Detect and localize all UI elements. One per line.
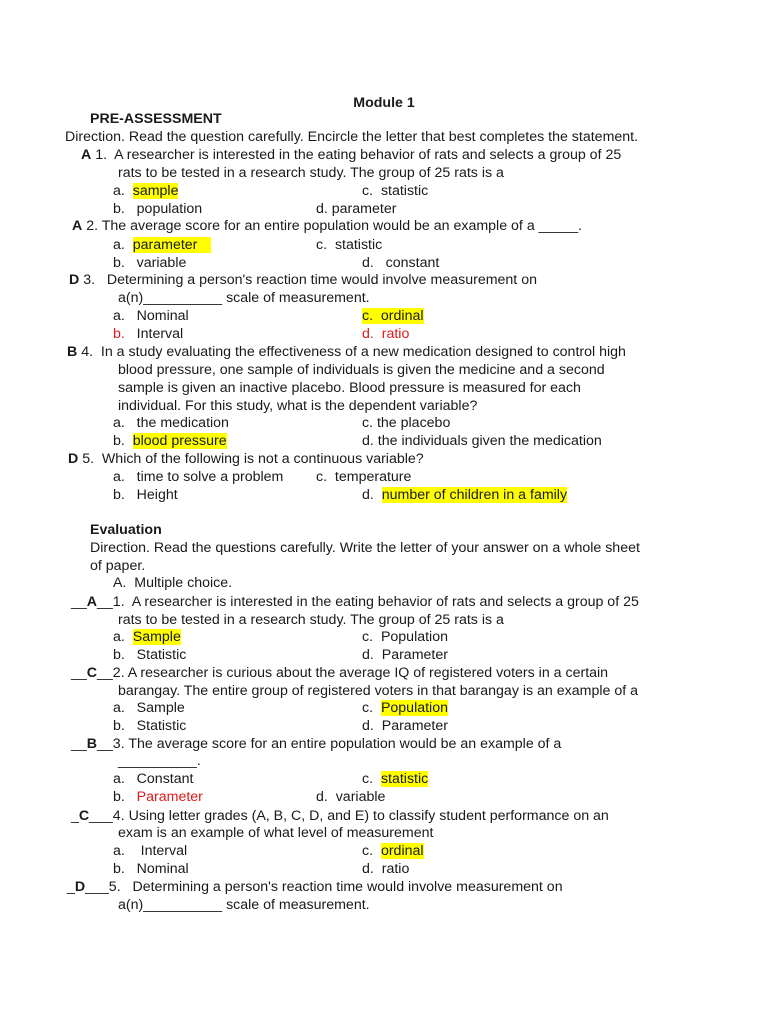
- pre-q3-option-c: [362, 307, 424, 325]
- eval-q1-option-b: b. Statistic: [113, 647, 187, 663]
- pre-q1-stem: [81, 146, 621, 164]
- answer-mark: A: [72, 218, 83, 234]
- eval-direction: Direction. Read the questions carefully. Write the letter of your answer on a whole sheet: [90, 540, 640, 556]
- pre-q5-option-c: c. temperature: [316, 469, 412, 485]
- pre-q1-option-b: b. population: [113, 201, 203, 217]
- pre-q2-stem: [72, 217, 582, 235]
- answer-mark: B: [86, 736, 98, 752]
- pre-q4-stem-cont: individual. For this study, what is the dependent variable?: [118, 398, 478, 414]
- highlighted-answer: ordinal: [380, 843, 424, 859]
- evaluation-heading: Evaluation: [90, 522, 162, 538]
- pre-q5-option-d: d. number of children in a family: [362, 487, 568, 503]
- pre-q4-stem-cont: blood pressure, one sample of individuals is given the medicine and a second: [118, 362, 605, 378]
- answer-mark: C: [78, 808, 90, 824]
- question-text: __1. A researcher is interested in the eating behavior of rats and selects a group of 25: [97, 594, 639, 610]
- eval-q2-option-d: d. Parameter: [362, 718, 448, 734]
- pre-direction: Direction. Read the question carefully. Encircle the letter that best completes the statement.: [65, 129, 639, 145]
- pre-q5-stem: [68, 450, 424, 468]
- eval-q4-stem: _C___4. Using letter grades (A, B, C, D, and E) to classify student performance on an: [71, 808, 609, 824]
- pre-q1-stem-cont: rats to be tested in a research study. The group of 25 rats is a: [118, 165, 504, 181]
- highlighted-answer: Sample: [132, 629, 181, 645]
- answer-mark: A: [81, 147, 92, 163]
- question-text: ___4. Using letter grades (A, B, C, D, and E) to classify student performance on an: [89, 808, 609, 824]
- answer-mark: D: [68, 451, 79, 467]
- eval-q4-option-a: a. Interval: [113, 843, 188, 859]
- question-text: ___5. Determining a person's reaction time would involve measurement on: [85, 879, 563, 895]
- pre-assessment-heading: PRE-ASSESSMENT: [90, 111, 222, 127]
- eval-direction-cont: of paper.: [90, 558, 146, 574]
- eval-q3-option-c: c. statistic: [362, 771, 429, 787]
- pre-q2-option-c: c. statistic: [316, 237, 383, 253]
- eval-q1-option-d: d. Parameter: [362, 647, 448, 663]
- highlighted-answer: blood pressure: [132, 433, 227, 449]
- question-text: 1. A researcher is interested in the eating behavior of rats and selects a group of 25: [91, 147, 622, 163]
- question-text: 4. In a study evaluating the effectiveness of a new medication designed to control high: [77, 344, 626, 360]
- pre-q3-option-a: a. Nominal: [113, 308, 189, 324]
- eval-q2-stem-cont: barangay. The entire group of registered voters in that barangay is an example of a: [118, 683, 638, 699]
- pre-q4-option-c: c. the placebo: [362, 415, 451, 431]
- pre-q3-option-d: d. ratio: [362, 326, 410, 342]
- answer-mark: D: [69, 272, 80, 288]
- pre-q1-option-c: c. statistic: [362, 183, 429, 199]
- eval-q3-option-a: a. Constant: [113, 771, 194, 787]
- pre-q2-option-b: b. variable: [113, 255, 187, 271]
- eval-q1-option-a: a. Sample: [113, 629, 181, 645]
- highlighted-answer: Population: [380, 700, 448, 716]
- eval-q2-option-b: b. Statistic: [113, 718, 187, 734]
- question-text: __2. A researcher is curious about the average IQ of registered voters in a certain: [97, 665, 609, 681]
- pre-q2-option-a: a. parameter: [113, 236, 211, 254]
- pre-q5-option-b: b. Height: [113, 487, 178, 503]
- question-text: 2. The average score for an entire population would be an example of a _____.: [82, 218, 583, 234]
- highlighted-answer: parameter: [133, 237, 212, 253]
- eval-q3-stem-cont: __________.: [118, 753, 201, 769]
- pre-q4-option-b: b. blood pressure: [113, 433, 227, 449]
- pre-q5-option-a: a. time to solve a problem: [113, 469, 284, 485]
- question-text: 3. Determining a person's reaction time would involve measurement on: [79, 272, 537, 288]
- question-text: __3. The average score for an entire population would be an example of a: [97, 736, 562, 752]
- eval-q4-option-c: c. ordinal: [362, 843, 424, 859]
- highlighted-answer: statistic: [380, 771, 429, 787]
- pre-q4-stem: [67, 343, 626, 361]
- eval-q5-stem-cont: a(n)__________ scale of measurement.: [118, 897, 370, 913]
- eval-q5-stem: _D___5. Determining a person's reaction time would involve measurement on: [67, 879, 563, 895]
- pre-q3-stem: [69, 271, 537, 289]
- highlighted-answer: number of children in a family: [381, 487, 568, 503]
- answer-mark: C: [86, 665, 98, 681]
- pre-q4-option-a: a. the medication: [113, 415, 229, 431]
- eval-q1-stem: __A__1. A researcher is interested in the eating behavior of rats and selects a group of 25: [71, 594, 639, 610]
- pre-q1-option-a: a. sample: [113, 183, 179, 199]
- question-text: 5. Which of the following is not a continuous variable?: [78, 451, 424, 467]
- pre-q2-option-d: d. constant: [362, 255, 440, 271]
- eval-q4-option-d: d. ratio: [362, 861, 410, 877]
- eval-q2-option-c: c. Population: [362, 700, 448, 716]
- highlighted-answer: c. ordinal: [362, 308, 424, 324]
- eval-q3-option-d: d. variable: [316, 789, 386, 805]
- eval-q2-stem: __C__2. A researcher is curious about the average IQ of registered voters in a certain: [71, 665, 609, 681]
- pre-q4-stem-cont: sample is given an inactive placebo. Blood pressure is measured for each: [118, 380, 581, 396]
- eval-q1-stem-cont: rats to be tested in a research study. The group of 25 rats is a: [118, 612, 504, 628]
- eval-q1-option-c: c. Population: [362, 629, 448, 645]
- pre-q1-option-d: d. parameter: [316, 201, 397, 217]
- pre-q3-stem-cont: a(n)__________ scale of measurement.: [118, 290, 370, 306]
- pre-q3-option-b: b. Interval: [113, 326, 184, 342]
- eval-q3-option-b: b. Parameter: [113, 789, 203, 805]
- eval-q2-option-a: a. Sample: [113, 700, 185, 716]
- answer-mark: B: [67, 344, 78, 360]
- answer-mark: D: [74, 879, 86, 895]
- pre-q4-option-d: d. the individuals given the medication: [362, 433, 602, 449]
- eval-q4-option-b: b. Nominal: [113, 861, 189, 877]
- eval-q3-stem: __B__3. The average score for an entire population would be an example of a: [71, 736, 562, 752]
- highlighted-answer: sample: [132, 183, 179, 199]
- module-title: Module 1: [353, 95, 415, 111]
- eval-q4-stem-cont: exam is an example of what level of measurement: [118, 825, 434, 841]
- answer-mark: A: [86, 594, 98, 610]
- section-label: A. Multiple choice.: [113, 575, 233, 591]
